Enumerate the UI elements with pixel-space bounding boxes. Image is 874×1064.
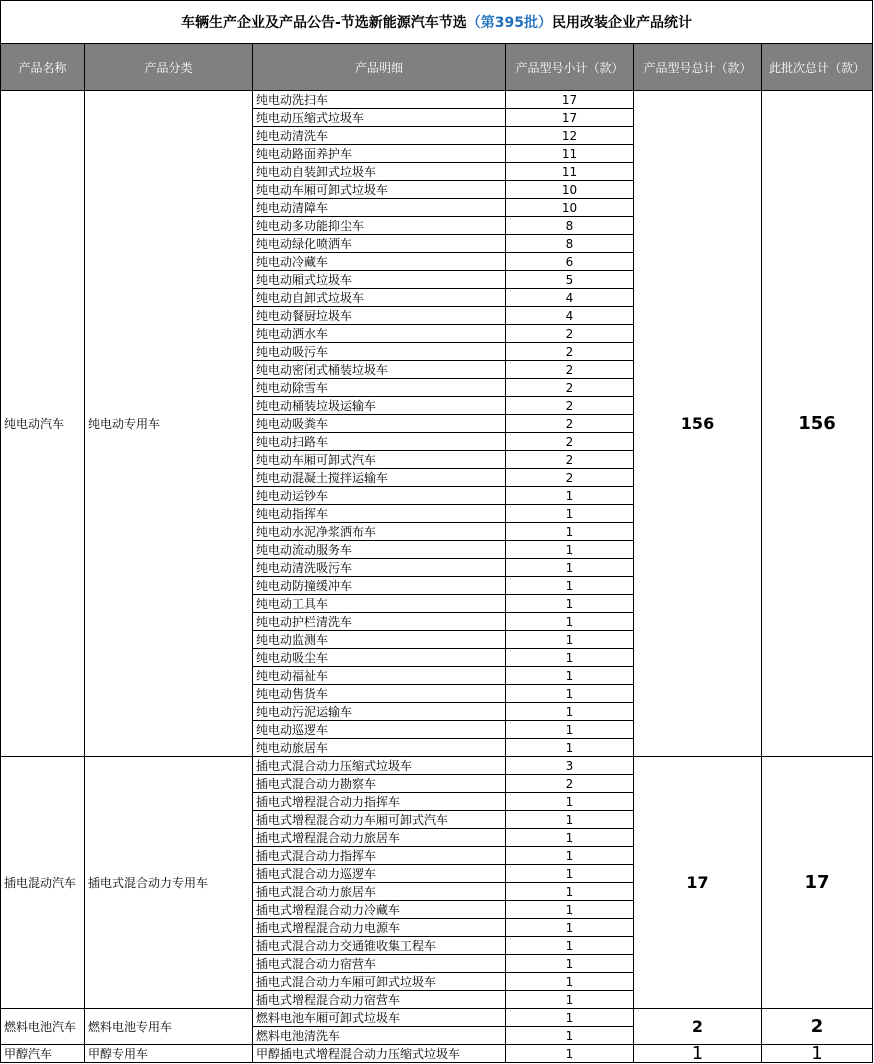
row-subtotal: 1 bbox=[506, 577, 634, 595]
header-model-total: 产品型号总计（款） bbox=[634, 44, 762, 91]
row-detail: 插电式混合动力车厢可卸式垃圾车 bbox=[253, 973, 506, 991]
group-category: 燃料电池专用车 bbox=[85, 1009, 253, 1045]
row-subtotal: 1 bbox=[506, 613, 634, 631]
row-detail: 纯电动冷藏车 bbox=[253, 253, 506, 271]
group-batch-total: 17 bbox=[762, 757, 873, 1009]
row-subtotal: 1 bbox=[506, 703, 634, 721]
row-detail: 纯电动除雪车 bbox=[253, 379, 506, 397]
row-subtotal: 1 bbox=[506, 901, 634, 919]
row-detail: 纯电动工具车 bbox=[253, 595, 506, 613]
row-subtotal: 1 bbox=[506, 883, 634, 901]
sheet-title bbox=[0, 0, 873, 44]
row-detail: 插电式混合动力指挥车 bbox=[253, 847, 506, 865]
row-detail: 纯电动吸污车 bbox=[253, 343, 506, 361]
row-subtotal: 1 bbox=[506, 505, 634, 523]
row-detail: 插电式增程混合动力电源车 bbox=[253, 919, 506, 937]
row-detail: 插电式混合动力压缩式垃圾车 bbox=[253, 757, 506, 775]
row-detail: 纯电动流动服务车 bbox=[253, 541, 506, 559]
group-category: 纯电动专用车 bbox=[85, 91, 253, 757]
row-subtotal: 1 bbox=[506, 649, 634, 667]
row-detail: 插电式混合动力旅居车 bbox=[253, 883, 506, 901]
row-subtotal: 2 bbox=[506, 415, 634, 433]
row-detail: 插电式混合动力宿营车 bbox=[253, 955, 506, 973]
group-model-total: 156 bbox=[634, 91, 762, 757]
row-detail: 插电式增程混合动力旅居车 bbox=[253, 829, 506, 847]
row-subtotal: 11 bbox=[506, 145, 634, 163]
row-subtotal: 1 bbox=[506, 991, 634, 1009]
row-detail: 插电式增程混合动力车厢可卸式汽车 bbox=[253, 811, 506, 829]
row-subtotal: 1 bbox=[506, 541, 634, 559]
row-subtotal: 1 bbox=[506, 919, 634, 937]
row-subtotal: 8 bbox=[506, 235, 634, 253]
row-subtotal: 4 bbox=[506, 307, 634, 325]
row-detail: 纯电动指挥车 bbox=[253, 505, 506, 523]
row-subtotal: 10 bbox=[506, 199, 634, 217]
row-subtotal: 2 bbox=[506, 379, 634, 397]
group-category: 甲醇专用车 bbox=[85, 1045, 253, 1063]
row-detail: 燃料电池清洗车 bbox=[253, 1027, 506, 1045]
row-detail: 纯电动压缩式垃圾车 bbox=[253, 109, 506, 127]
row-subtotal: 2 bbox=[506, 451, 634, 469]
row-detail: 插电式增程混合动力指挥车 bbox=[253, 793, 506, 811]
row-subtotal: 10 bbox=[506, 181, 634, 199]
row-subtotal: 1 bbox=[506, 1045, 634, 1063]
row-subtotal: 8 bbox=[506, 217, 634, 235]
row-detail: 纯电动自卸式垃圾车 bbox=[253, 289, 506, 307]
row-subtotal: 2 bbox=[506, 397, 634, 415]
row-subtotal: 1 bbox=[506, 487, 634, 505]
group-name: 燃料电池汽车 bbox=[0, 1009, 85, 1045]
row-subtotal: 1 bbox=[506, 847, 634, 865]
row-subtotal: 1 bbox=[506, 955, 634, 973]
row-subtotal: 1 bbox=[506, 1027, 634, 1045]
row-detail: 纯电动餐厨垃圾车 bbox=[253, 307, 506, 325]
row-detail: 纯电动清障车 bbox=[253, 199, 506, 217]
row-detail: 插电式增程混合动力冷藏车 bbox=[253, 901, 506, 919]
group-model-total: 2 bbox=[634, 1009, 762, 1045]
row-subtotal: 2 bbox=[506, 325, 634, 343]
row-detail: 纯电动混凝土搅拌运输车 bbox=[253, 469, 506, 487]
row-detail: 纯电动防撞缓冲车 bbox=[253, 577, 506, 595]
row-subtotal: 1 bbox=[506, 667, 634, 685]
row-subtotal: 1 bbox=[506, 721, 634, 739]
row-detail: 纯电动旅居车 bbox=[253, 739, 506, 757]
row-detail: 纯电动清洗车 bbox=[253, 127, 506, 145]
row-subtotal: 2 bbox=[506, 433, 634, 451]
group-batch-total: 2 bbox=[762, 1009, 873, 1045]
row-detail: 纯电动污泥运输车 bbox=[253, 703, 506, 721]
row-detail: 插电式混合动力勘察车 bbox=[253, 775, 506, 793]
row-detail: 纯电动厢式垃圾车 bbox=[253, 271, 506, 289]
row-subtotal: 1 bbox=[506, 685, 634, 703]
row-subtotal: 2 bbox=[506, 469, 634, 487]
group-batch-total: 1 bbox=[762, 1045, 873, 1063]
group-model-total: 17 bbox=[634, 757, 762, 1009]
group-batch-total: 156 bbox=[762, 91, 873, 757]
title-suffix: 民用改装企业产品统计 bbox=[552, 15, 693, 31]
row-subtotal: 2 bbox=[506, 343, 634, 361]
row-subtotal: 3 bbox=[506, 757, 634, 775]
row-detail: 插电式混合动力交通锥收集工程车 bbox=[253, 937, 506, 955]
group-model-total: 1 bbox=[634, 1045, 762, 1063]
group-name: 甲醇汽车 bbox=[0, 1045, 85, 1063]
row-detail: 纯电动水泥净浆洒布车 bbox=[253, 523, 506, 541]
row-subtotal: 17 bbox=[506, 91, 634, 109]
row-subtotal: 6 bbox=[506, 253, 634, 271]
title-batch: （第395批） bbox=[466, 15, 553, 31]
row-detail: 纯电动桶装垃圾运输车 bbox=[253, 397, 506, 415]
row-detail: 纯电动吸粪车 bbox=[253, 415, 506, 433]
header-model-subtotal: 产品型号小计（款） bbox=[506, 44, 634, 91]
row-detail: 纯电动福祉车 bbox=[253, 667, 506, 685]
row-subtotal: 1 bbox=[506, 937, 634, 955]
row-subtotal: 1 bbox=[506, 1009, 634, 1027]
header-batch-total: 此批次总计（款） bbox=[762, 44, 873, 91]
row-detail: 插电式增程混合动力宿营车 bbox=[253, 991, 506, 1009]
row-subtotal: 1 bbox=[506, 973, 634, 991]
row-detail: 纯电动路面养护车 bbox=[253, 145, 506, 163]
row-detail: 纯电动密闭式桶装垃圾车 bbox=[253, 361, 506, 379]
row-subtotal: 1 bbox=[506, 559, 634, 577]
row-detail: 纯电动车厢可卸式汽车 bbox=[253, 451, 506, 469]
title-prefix: 车辆生产企业及产品公告-节选新能源汽车节选 bbox=[180, 15, 467, 31]
row-detail: 纯电动监测车 bbox=[253, 631, 506, 649]
row-subtotal: 2 bbox=[506, 775, 634, 793]
row-detail: 纯电动洒水车 bbox=[253, 325, 506, 343]
row-subtotal: 4 bbox=[506, 289, 634, 307]
row-detail: 纯电动运钞车 bbox=[253, 487, 506, 505]
group-category: 插电式混合动力专用车 bbox=[85, 757, 253, 1009]
row-subtotal: 12 bbox=[506, 127, 634, 145]
row-subtotal: 1 bbox=[506, 865, 634, 883]
row-subtotal: 1 bbox=[506, 829, 634, 847]
row-detail: 纯电动扫路车 bbox=[253, 433, 506, 451]
row-detail: 纯电动洗扫车 bbox=[253, 91, 506, 109]
row-detail: 纯电动吸尘车 bbox=[253, 649, 506, 667]
row-subtotal: 1 bbox=[506, 811, 634, 829]
row-detail: 甲醇插电式增程混合动力压缩式垃圾车 bbox=[253, 1045, 506, 1063]
row-detail: 纯电动车厢可卸式垃圾车 bbox=[253, 181, 506, 199]
row-detail: 纯电动绿化喷洒车 bbox=[253, 235, 506, 253]
row-subtotal: 1 bbox=[506, 793, 634, 811]
row-subtotal: 5 bbox=[506, 271, 634, 289]
row-detail: 纯电动巡逻车 bbox=[253, 721, 506, 739]
row-detail: 纯电动清洗吸污车 bbox=[253, 559, 506, 577]
row-subtotal: 1 bbox=[506, 739, 634, 757]
header-product-name: 产品名称 bbox=[0, 44, 85, 91]
row-detail: 纯电动护栏清洗车 bbox=[253, 613, 506, 631]
row-detail: 纯电动售货车 bbox=[253, 685, 506, 703]
row-subtotal: 17 bbox=[506, 109, 634, 127]
row-subtotal: 1 bbox=[506, 523, 634, 541]
group-name: 纯电动汽车 bbox=[0, 91, 85, 757]
header-product-detail: 产品明细 bbox=[253, 44, 506, 91]
row-subtotal: 2 bbox=[506, 361, 634, 379]
row-subtotal: 1 bbox=[506, 595, 634, 613]
group-name: 插电混动汽车 bbox=[0, 757, 85, 1009]
row-detail: 纯电动自装卸式垃圾车 bbox=[253, 163, 506, 181]
row-subtotal: 11 bbox=[506, 163, 634, 181]
row-subtotal: 1 bbox=[506, 631, 634, 649]
row-detail: 插电式混合动力巡逻车 bbox=[253, 865, 506, 883]
row-detail: 燃料电池车厢可卸式垃圾车 bbox=[253, 1009, 506, 1027]
header-product-category: 产品分类 bbox=[85, 44, 253, 91]
row-detail: 纯电动多功能抑尘车 bbox=[253, 217, 506, 235]
